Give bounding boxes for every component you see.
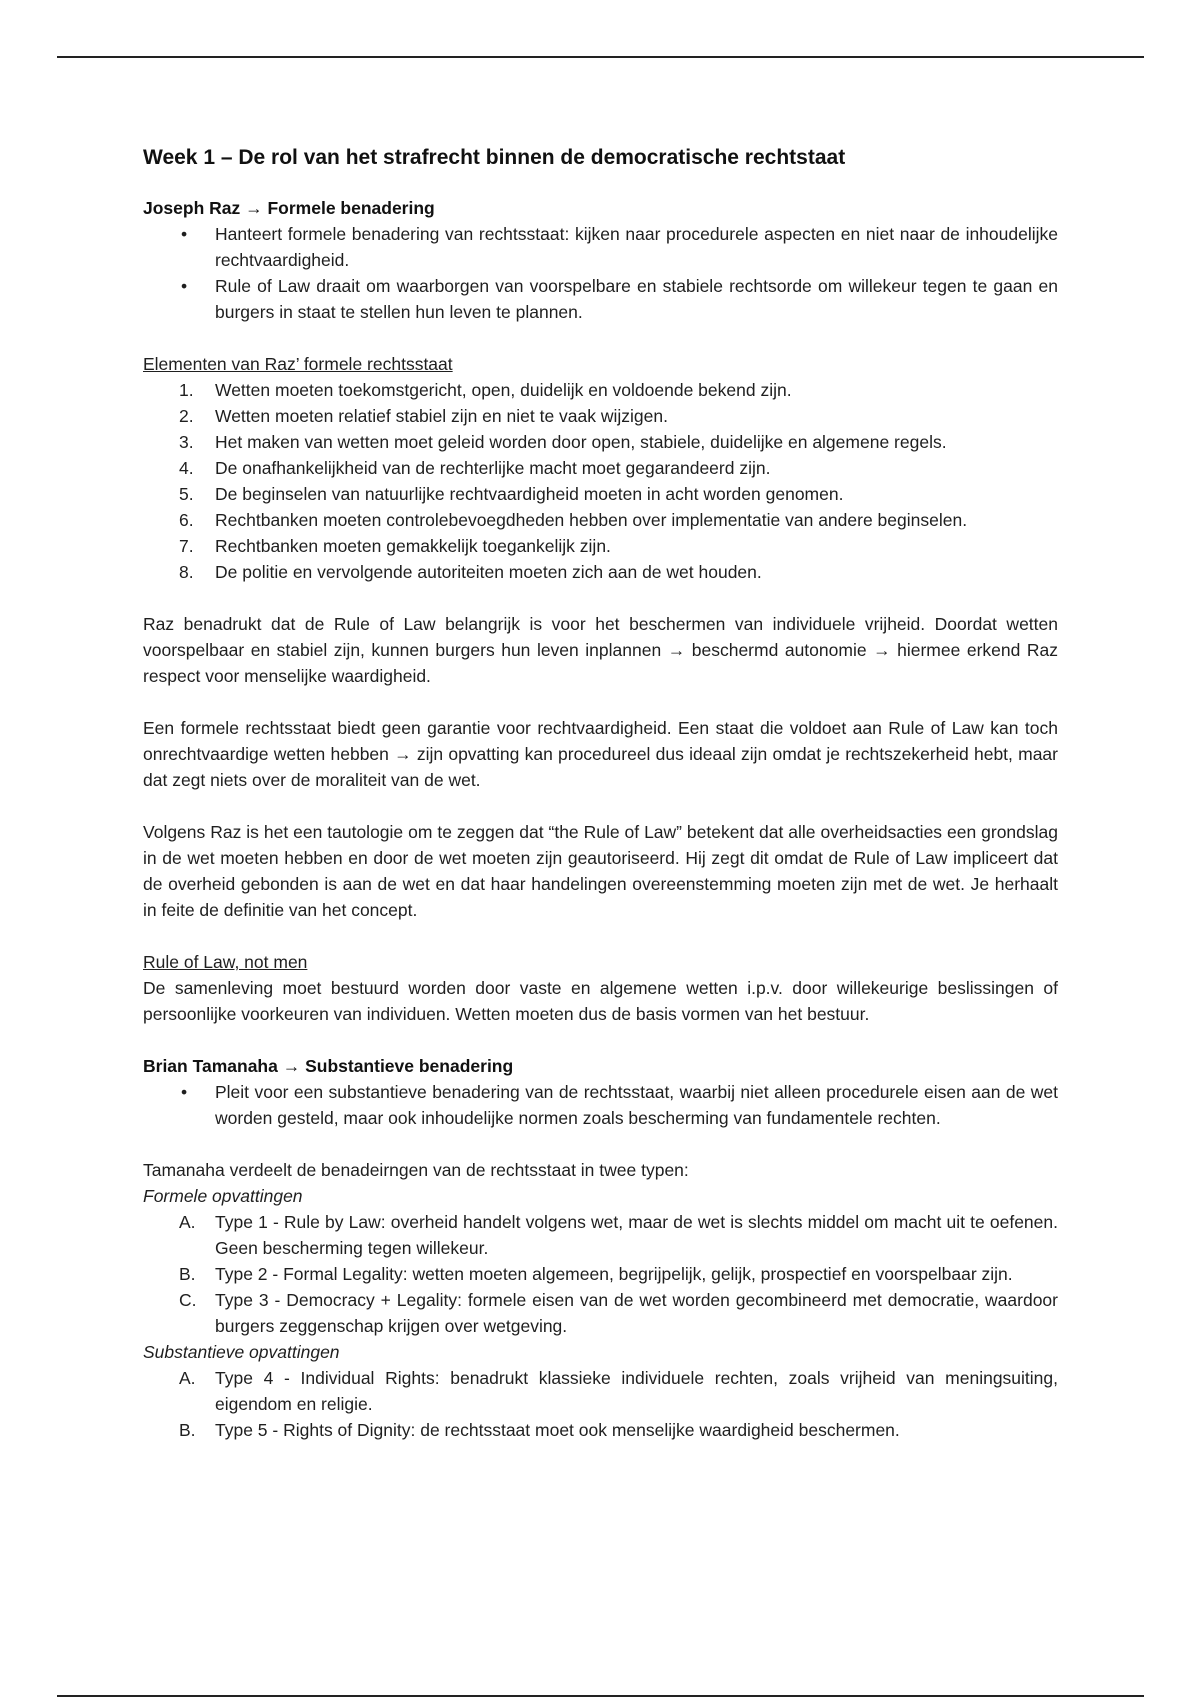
- bullet-icon: •: [181, 224, 188, 244]
- raz-elements-heading: Elementen van Raz’ formele rechtsstaat: [143, 354, 453, 374]
- rule-of-law-heading: Rule of Law, not men: [143, 952, 308, 972]
- raz-paragraph-tautology: Volgens Raz is het een tautologie om te zeggen dat “the Rule of Law” betekent dat alle overheidsacties een grondslag in de wet moeten hebben en door de wet moeten zijn geautoriseerd. Hij zegt dit omdat de Rule of Law impliceert dat de overheid gebonden is aan de wet en dat haar handelingen overeenstemming moeten zijn met de wet. Je herhaalt in feite de definitie van het concept.: [143, 822, 1058, 920]
- raz-paragraph-justice: Een formele rechtsstaat biedt geen garantie voor rechtvaardigheid. Een staat die voldoet aan Rule of Law kan toch onrechtvaardige wetten hebben → zijn opvatting kan procedureel dus ideaal zijn omdat je rechtszekerheid hebt, maar dat zegt niets over de moraliteit van de wet.: [143, 718, 1058, 790]
- list-item: B. Type 5 - Rights of Dignity: de rechtsstaat moet ook menselijke waardigheid beschermen.: [179, 1420, 900, 1440]
- rule-of-law-paragraph: De samenleving moet bestuurd worden door vaste en algemene wetten i.p.v. door willekeurige beslissingen of persoonlijke voorkeuren van individuen. Wetten moeten dus de basis vormen van het bestuur.: [143, 978, 1058, 1024]
- tamanaha-heading: Brian Tamanaha → Substantieve benadering: [143, 1056, 514, 1076]
- list-item: • Rule of Law draait om waarborgen van voorspelbare en stabiele rechtsorde om willekeur tegen te gaan en burgers in staat te stellen hun leven te plannen.: [143, 273, 1058, 325]
- list-item: 8. De politie en vervolgende autoriteiten moeten zich aan de wet houden.: [179, 562, 762, 582]
- raz-elements-list: [143, 377, 1058, 585]
- document-body: [143, 143, 1058, 1443]
- raz-bullet-list: [143, 221, 1058, 325]
- list-item: • Hanteert formele benadering van rechtsstaat: kijken naar procedurele aspecten en niet naar de inhoudelijke rechtvaardigheid.: [143, 221, 1058, 273]
- list-item: 2. Wetten moeten relatief stabiel zijn en niet te vaak wijzigen.: [179, 406, 668, 426]
- substantive-list: [143, 1365, 1058, 1443]
- formal-list: [143, 1209, 1058, 1339]
- list-item: 1. Wetten moeten toekomstgericht, open, duidelijk en voldoende bekend zijn.: [179, 380, 792, 400]
- bullet-icon: •: [181, 276, 188, 296]
- formal-heading: Formele opvattingen: [143, 1186, 303, 1206]
- bottom-rule: [57, 1695, 1144, 1697]
- substantive-heading: Substantieve opvattingen: [143, 1342, 340, 1362]
- bullet-icon: •: [181, 1082, 188, 1102]
- raz-heading: Joseph Raz → Formele benadering: [143, 198, 435, 218]
- list-item: A. Type 4 - Individual Rights: benadrukt klassieke individuele rechten, zoals vrijheid van meningsuiting, eigendom en religie.: [179, 1368, 1058, 1414]
- tamanaha-intro: Tamanaha verdeelt de benadeirngen van de rechtsstaat in twee typen:: [143, 1160, 689, 1180]
- tamanaha-bullet-list: [143, 1079, 1058, 1131]
- top-rule: [57, 56, 1144, 58]
- list-item: 6. Rechtbanken moeten controlebevoegdheden hebben over implementatie van andere beginselen.: [179, 510, 968, 530]
- list-item: 5. De beginselen van natuurlijke rechtvaardigheid moeten in acht worden genomen.: [179, 484, 844, 504]
- raz-paragraph-autonomy: Raz benadrukt dat de Rule of Law belangrijk is voor het beschermen van individuele vrijheid. Doordat wetten voorspelbaar en stabiel zijn, kunnen burgers hun leven inplannen → beschermd autonomie → hiermee erkend Raz respect voor menselijke waardigheid.: [143, 614, 1058, 686]
- list-item: B. Type 2 - Formal Legality: wetten moeten algemeen, begrijpelijk, gelijk, prospectief en voorspelbaar zijn.: [179, 1264, 1013, 1284]
- list-item: 3. Het maken van wetten moet geleid worden door open, stabiele, duidelijke en algemene regels.: [179, 432, 947, 452]
- list-item: A. Type 1 - Rule by Law: overheid handelt volgens wet, maar de wet is slechts middel om macht uit te oefenen. Geen bescherming tegen willekeur.: [179, 1212, 1058, 1258]
- list-item: C. Type 3 - Democracy + Legality: formele eisen van de wet worden gecombineerd met democratie, waardoor burgers zeggenschap krijgen over wetgeving.: [179, 1290, 1058, 1336]
- list-item: • Pleit voor een substantieve benadering van de rechtsstaat, waarbij niet alleen procedurele eisen aan de wet worden gesteld, maar ook inhoudelijke normen zoals bescherming van fundamentele rechten.: [143, 1079, 1058, 1131]
- document-title: Week 1 – De rol van het strafrecht binnen de democratische rechtstaat: [143, 146, 846, 169]
- list-item: 7. Rechtbanken moeten gemakkelijk toegankelijk zijn.: [179, 536, 611, 556]
- list-item: 4. De onafhankelijkheid van de rechterlijke macht moet gegarandeerd zijn.: [179, 458, 771, 478]
